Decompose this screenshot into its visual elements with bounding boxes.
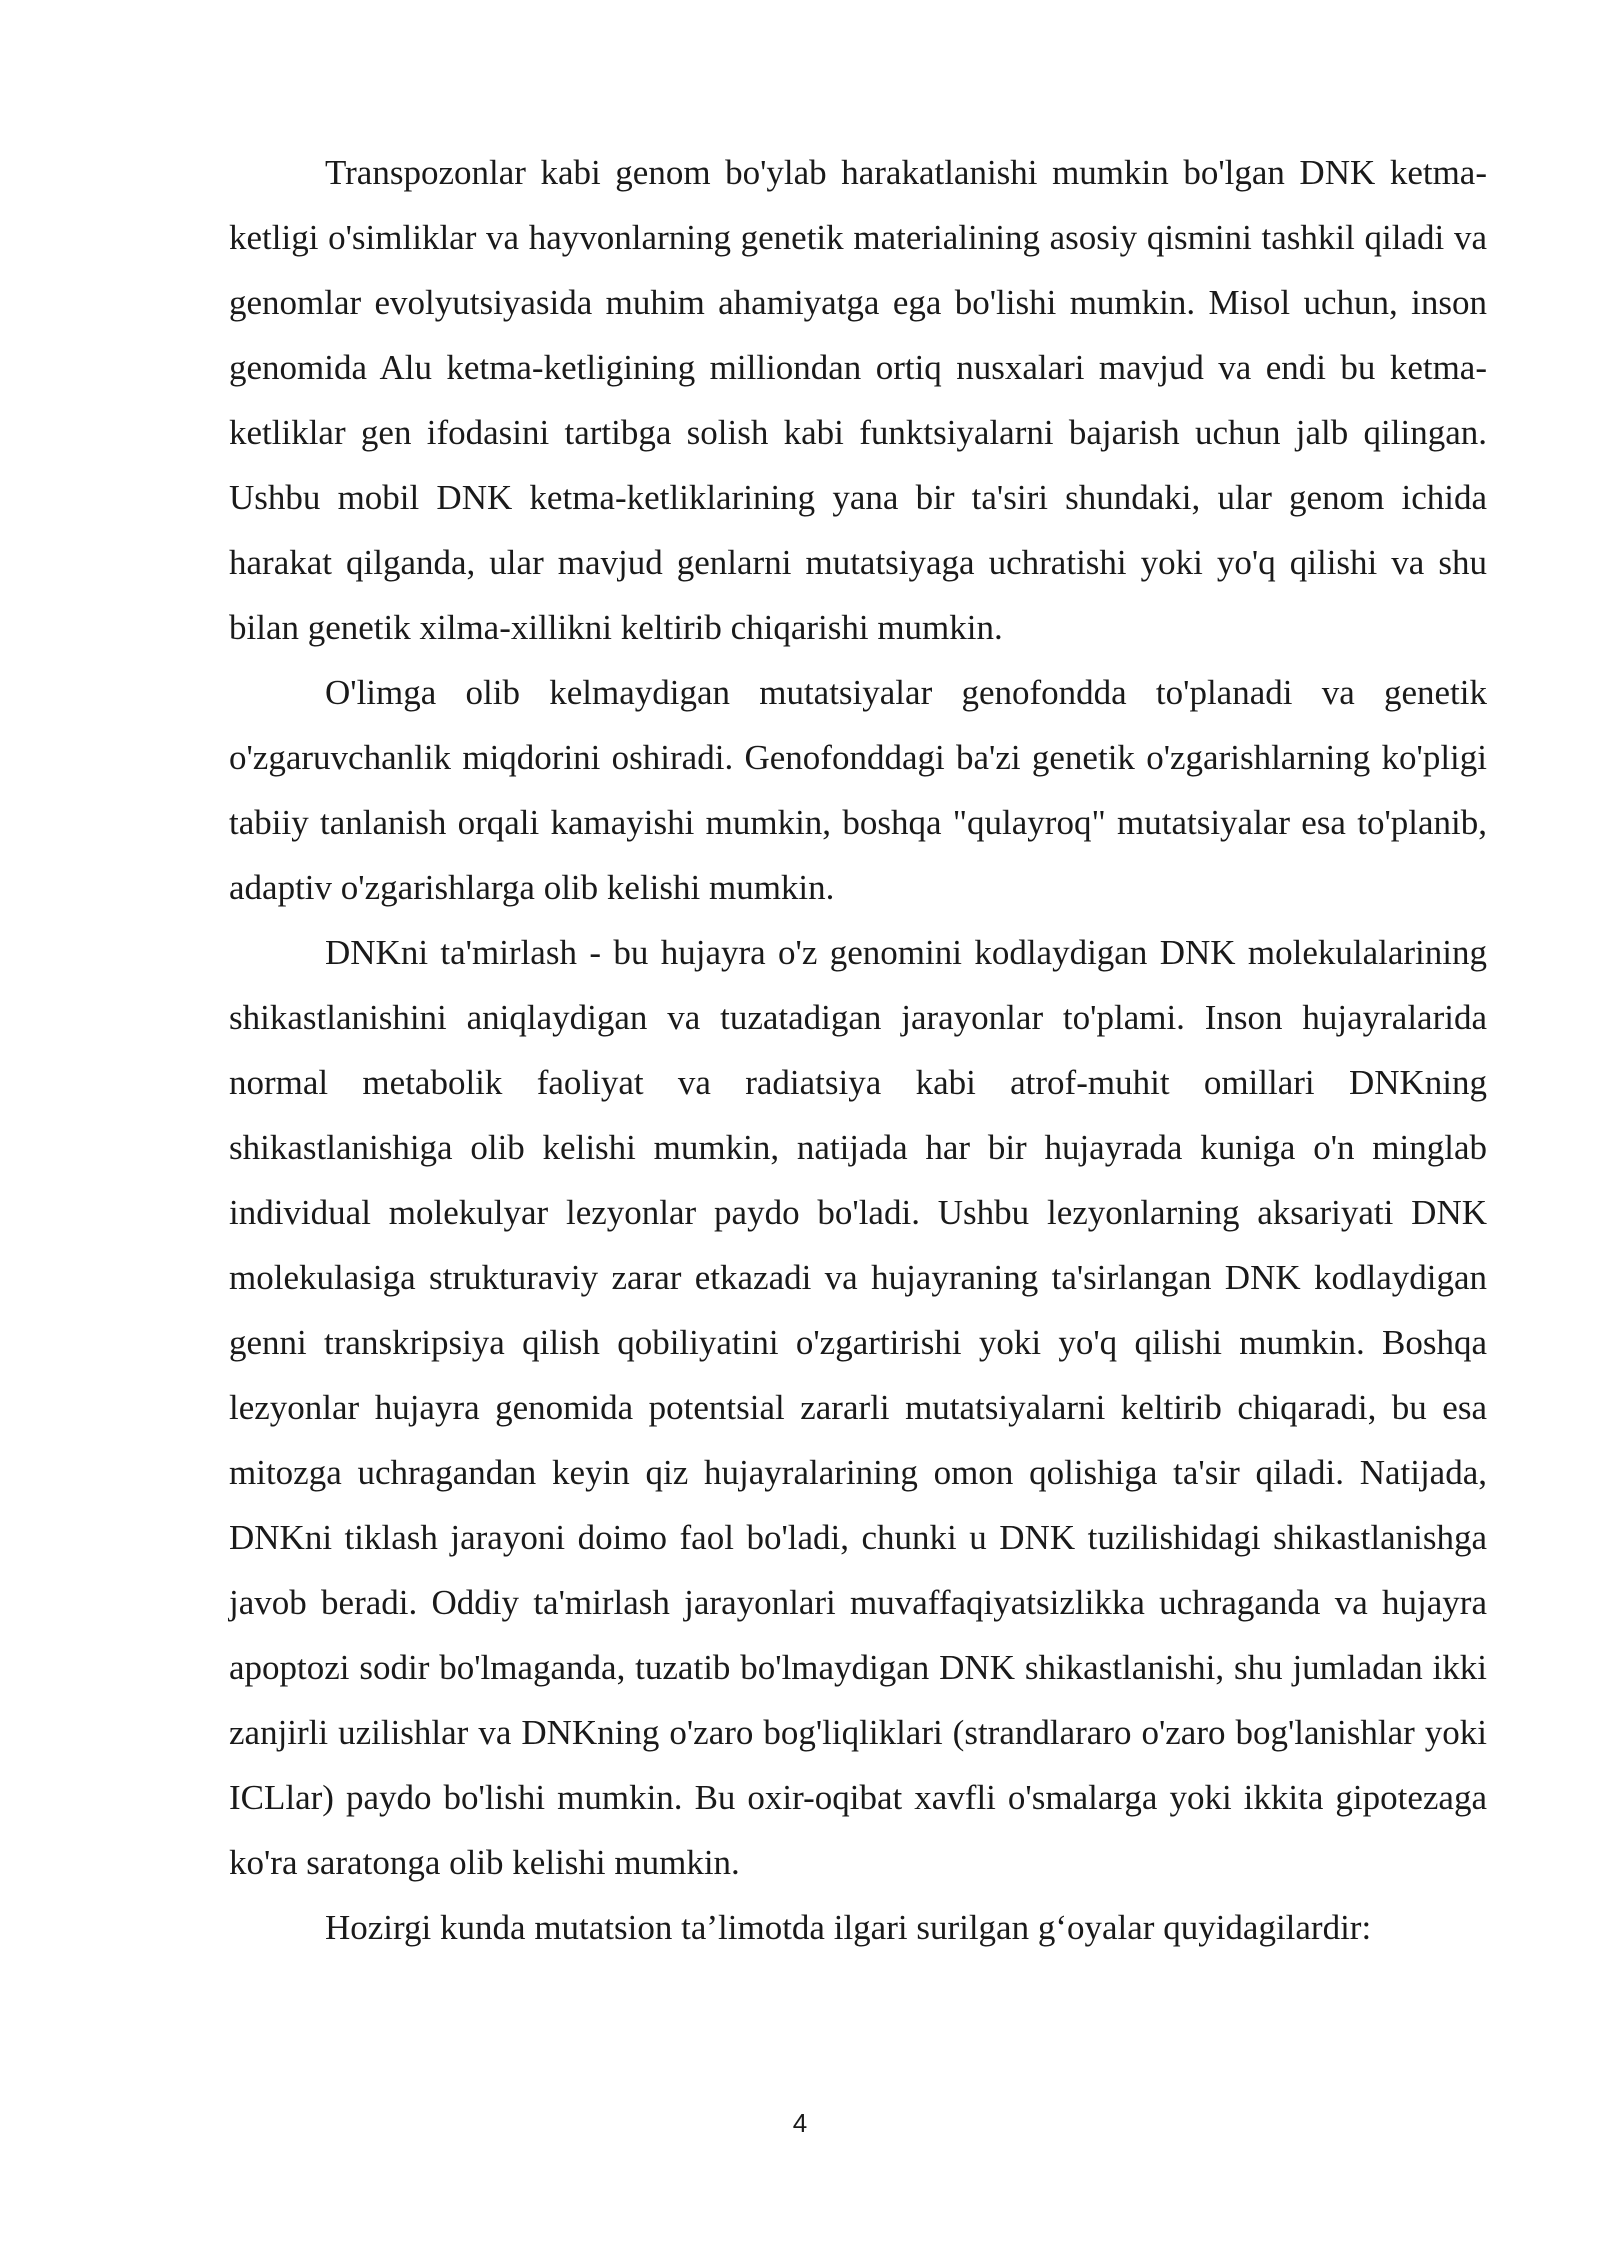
paragraph-transposons: Transpozonlar kabi genom bo'ylab harakatlanishi mumkin bo'lgan DNK ketma-ketligi o'simliklar va hayvonlarning genetik materialining asosiy qismini tashkil qiladi va genomlar evolyutsiyasida muhim ahamiyatga ega bo'lishi mumkin. Misol uchun, inson genomida Alu ketma-ketligining milliondan ortiq nusxalari mavjud va endi bu ketma-ketliklar gen ifodasini tartibga solish kabi funktsiyalarni bajarish uchun jalb qilingan. Ushbu mobil DNK ketma-ketliklarining yana bir ta'siri shundaki, ular genom ichida harakat qilganda, ular mavjud genlarni mutatsiyaga uchratishi yoki yo'q qilishi va shu bilan genetik xilma-xillikni keltirib chiqarishi mumkin. [229,153,1487,647]
paragraph-mutations-genepool: O'limga olib kelmaydigan mutatsiyalar genofondda to'planadi va genetik o'zgaruvchanlik miqdorini oshiradi. Genofonddagi ba'zi genetik o'zgarishlarning ko'pligi tabiiy tanlanish orqali kamayishi mumkin, boshqa "qulayroq" mutatsiyalar esa to'planib, adaptiv o'zgarishlarga olib kelishi mumkin. [229,673,1487,907]
page-number: 4 [792,2108,808,2138]
paragraph-mutation-theory-intro: Hozirgi kunda mutatsion ta’limotda ilgari surilgan g‘oyalar quyidagilardir: [325,1908,1372,1947]
body-text [229,140,1487,1960]
paragraph-dna-repair: DNKni ta'mirlash - bu hujayra o'z genomini kodlaydigan DNK molekulalarining shikastlanishini aniqlaydigan va tuzatadigan jarayonlar to'plami. Inson hujayralarida normal metabolik faoliyat va radiatsiya kabi atrof-muhit omillari DNKning shikastlanishiga olib kelishi mumkin, natijada har bir hujayrada kuniga o'n minglab individual molekulyar lezyonlar paydo bo'ladi. Ushbu lezyonlarning aksariyati DNK molekulasiga strukturaviy zarar etkazadi va hujayraning ta'sirlangan DNK kodlaydigan genni transkripsiya qilish qobiliyatini o'zgartirishi yoki yo'q qilishi mumkin. Boshqa lezyonlar hujayra genomida potentsial zararli mutatsiyalarni keltirib chiqaradi, bu esa mitozga uchragandan keyin qiz hujayralarining omon qolishiga ta'sir qiladi. Natijada, DNKni tiklash jarayoni doimo faol bo'ladi, chunki u DNK tuzilishidagi shikastlanishga javob beradi. Oddiy ta'mirlash jarayonlari muvaffaqiyatsizlikka uchraganda va hujayra apoptozi sodir bo'lmaganda, tuzatib bo'lmaydigan DNK shikastlanishi, shu jumladan ikki zanjirli uzilishlar va DNKning o'zaro bog'liqliklari (strandlararo o'zaro bog'lanishlar yoki ICLlar) paydo bo'lishi mumkin. Bu oxir-oqibat xavfli o'smalarga yoki ikkita gipotezaga ko'ra saratonga olib kelishi mumkin. [229,933,1487,1882]
